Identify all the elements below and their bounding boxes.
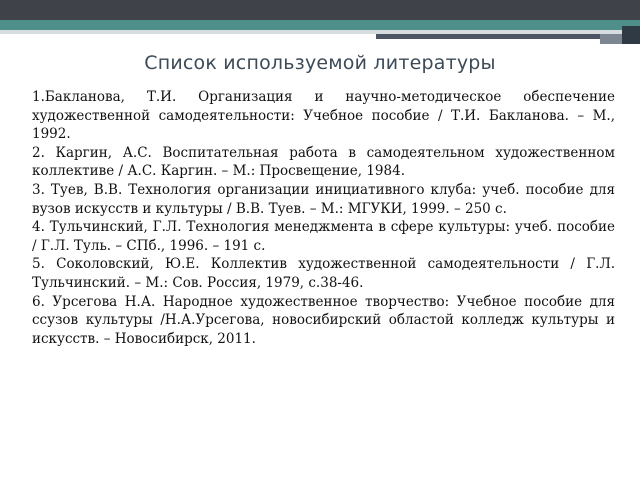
header-band-teal [0,20,640,30]
reference-item-5: 5. Соколовский, Ю.Е. Коллектив художественной самодеятельности / Г.Л. Тульчинский. – М.: Сов. Россия, 1979, с.38-46. [32,256,615,291]
header-corner-block [622,26,640,44]
reference-list [32,88,615,348]
header-band-dark [0,0,640,20]
slide-title: Список используемой литературы [144,52,496,74]
header-accent-bar [376,34,600,39]
reference-item-2: 2. Каргин, А.С. Воспитательная работа в самодеятельном художественном коллективе / А.С. Каргин. – М.: Просвещение, 1984. [32,144,615,180]
reference-item-4: 4. Тульчинский, Г.Л. Технология менеджмента в сфере культуры: учеб. пособие / Г.Л. Туль. – СПб., 1996. – 191 с. [32,219,615,254]
reference-item-3: 3. Туев, В.В. Технология организации инициативного клуба: учеб. пособие для вузов искусств и культуры / В.В. Туев. – М.: МГУКИ, 1999. – 250 с. [32,181,615,217]
reference-item-6: 6. Урсегова Н.А. Народное художественное творчество: Учебное пособие для ссузов культуры /Н.А.Урсегова, новосибирский областой колледж культуры и искусств. – Новосибирск, 2011. [32,293,615,347]
header-accent-block [600,34,622,44]
reference-item-1: 1.Бакланова, Т.И. Организация и научно-методическое обеспечение художественной самодеятельности: Учебное пособие / Т.И. Бакланова. – М., 1992. [32,89,615,143]
